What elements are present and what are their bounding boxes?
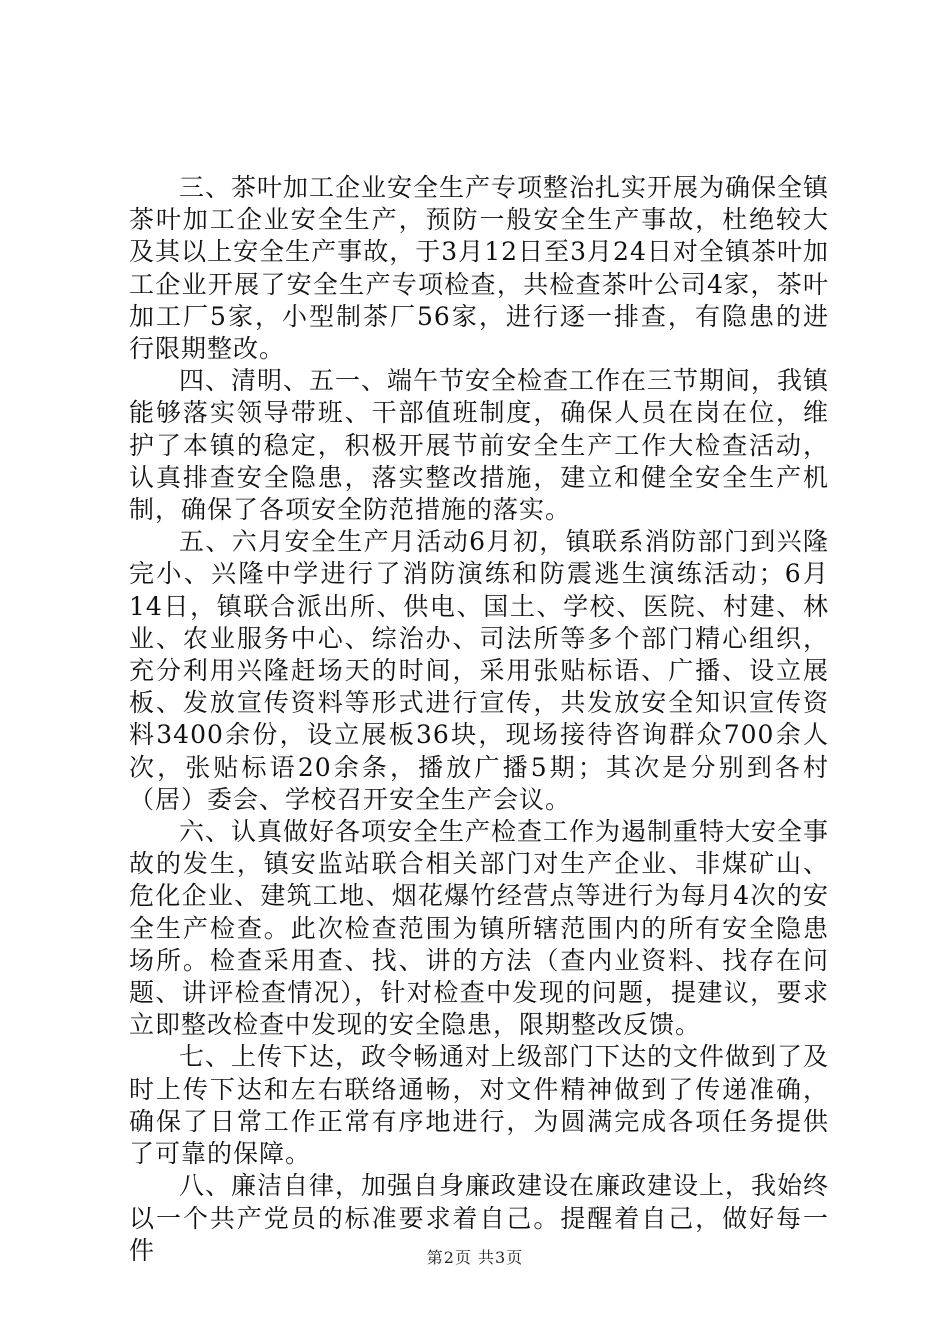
paragraph-integrity-self-discipline: 八、廉洁自律，加强自身廉政建设在廉政建设上，我始终以一个共产党员的标准要求着自己。提醒着自己，做好每一件 [129, 1171, 830, 1265]
paragraph-holiday-safety-inspection: 四、清明、五一、端午节安全检查工作在三节期间，我镇能够落实领导带班、干部值班制度，确保人员在岗在位，维护了本镇的稳定，积极开展节前安全生产工作大检查活动，认真排查安全隐患，落实整改措施，建立和健全安全生产机制，确保了各项安全防范措施的落实。 [129, 366, 830, 525]
paragraph-document-communication: 七、上传下达，政令畅通对上级部门下达的文件做到了及时上传下达和左右联络通畅，对文件精神做到了传递准确，确保了日常工作正常有序地进行，为圆满完成各项任务提供了可靠的保障。 [129, 1042, 830, 1169]
document-body [129, 172, 829, 1267]
page-number-footer: 第2页 共3页 [426, 1248, 524, 1267]
paragraph-june-safety-month: 五、六月安全生产月活动6月初，镇联系消防部门到兴隆完小、兴隆中学进行了消防演练和防震逃生演练活动；6月14日，镇联合派出所、供电、国土、学校、医院、村建、林业、农业服务中心、综治办、司法所等多个部门精心组织，充分利用兴隆赶场天的时间，采用张贴标语、广播、设立展板、发放宣传资料等形式进行宣传，共发放安全知识宣传资料3400余份，设立展板36块，现场接待咨询群众700余人次，张贴标语20余条，播放广播5期；其次是分别到各村（居）委会、学校召开安全生产会议。 [129, 527, 829, 814]
paragraph-safety-rectification-tea: 三、茶叶加工企业安全生产专项整治扎实开展为确保全镇茶叶加工企业安全生产，预防一般安全生产事故，杜绝较大及其以上安全生产事故，于3月12日至3月24日对全镇茶叶加工企业开展了安全生产专项检查，共检查茶叶公司4家，茶叶加工厂5家，小型制茶厂56家，进行逐一排查，有隐患的进行限期整改。 [129, 173, 830, 364]
paragraph-safety-inspection-work: 六、认真做好各项安全生产检查工作为遏制重特大安全事故的发生，镇安监站联合相关部门对生产企业、非煤矿山、危化企业、建筑工地、烟花爆竹经营点等进行为每月4次的安全生产检查。此次检查范围为镇所辖范围内的所有安全隐患场所。检查采用查、找、讲的方法（查内业资料、找存在问题、讲评检查情况），针对检查中发现的问题，提建议，要求立即整改检查中发现的安全隐患，限期整改反馈。 [129, 817, 830, 1040]
